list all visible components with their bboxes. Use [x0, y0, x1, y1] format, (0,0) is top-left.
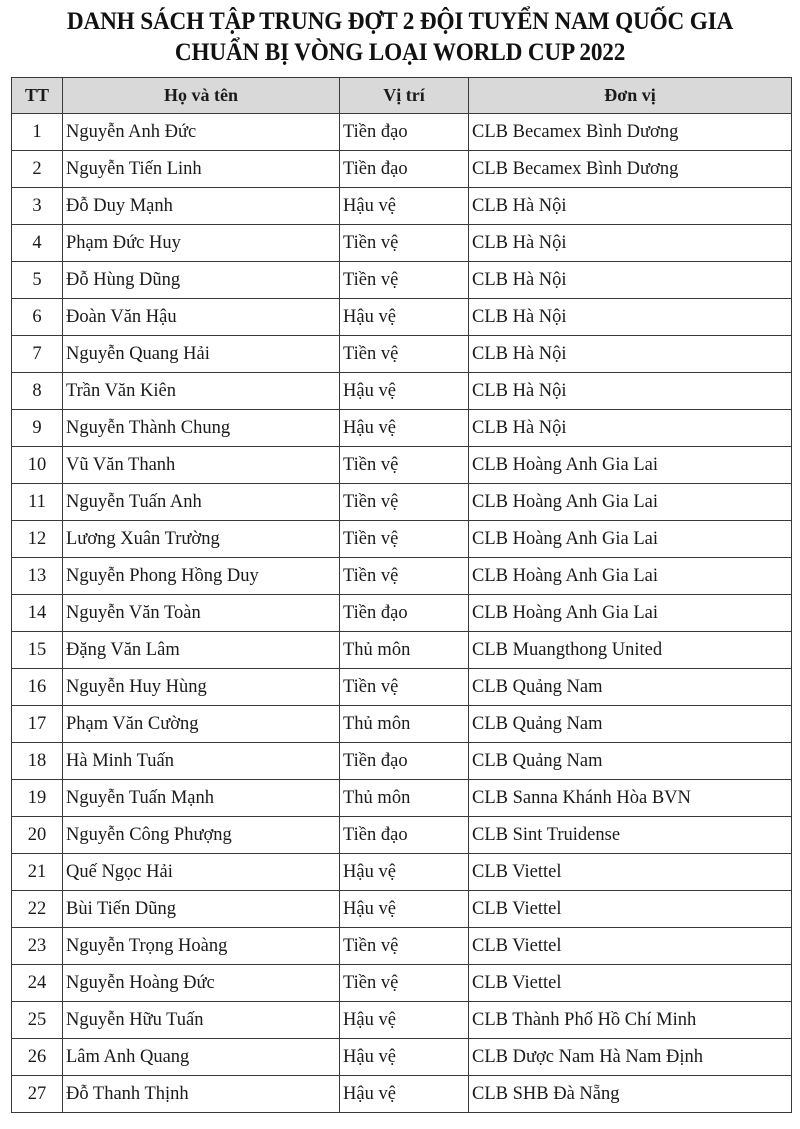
player-name: Nguyễn Hoàng Đức — [63, 965, 340, 1002]
player-club: CLB Hà Nội — [469, 299, 792, 336]
header-row — [12, 78, 792, 114]
table-row — [12, 1002, 792, 1039]
player-position: Hậu vệ — [340, 299, 469, 336]
document-title — [28, 6, 772, 68]
player-club: CLB Becamex Bình Dương — [469, 114, 792, 151]
header-club: Đơn vị — [469, 78, 792, 114]
player-club: CLB Hà Nội — [469, 336, 792, 373]
row-number: 8 — [12, 373, 63, 410]
player-club: CLB Hoàng Anh Gia Lai — [469, 447, 792, 484]
table-row — [12, 114, 792, 151]
row-number: 17 — [12, 706, 63, 743]
player-name: Nguyễn Hữu Tuấn — [63, 1002, 340, 1039]
player-name: Lương Xuân Trường — [63, 521, 340, 558]
player-position: Hậu vệ — [340, 1039, 469, 1076]
player-position: Hậu vệ — [340, 373, 469, 410]
header-tt: TT — [12, 78, 63, 114]
player-position: Tiền vệ — [340, 262, 469, 299]
player-position: Thủ môn — [340, 632, 469, 669]
table-row — [12, 373, 792, 410]
player-position: Tiền vệ — [340, 669, 469, 706]
player-name: Đoàn Văn Hậu — [63, 299, 340, 336]
table-row — [12, 558, 792, 595]
title-line-2: CHUẨN BỊ VÒNG LOẠI WORLD CUP 2022 — [174, 39, 626, 66]
player-position: Tiền vệ — [340, 484, 469, 521]
player-name: Nguyễn Huy Hùng — [63, 669, 340, 706]
row-number: 13 — [12, 558, 63, 595]
player-position: Tiền vệ — [340, 965, 469, 1002]
table-row — [12, 1039, 792, 1076]
player-club: CLB Hà Nội — [469, 225, 792, 262]
row-number: 27 — [12, 1076, 63, 1113]
player-position: Tiền đạo — [340, 151, 469, 188]
table-row — [12, 928, 792, 965]
player-position: Tiền đạo — [340, 743, 469, 780]
player-position: Tiền vệ — [340, 336, 469, 373]
table-row — [12, 151, 792, 188]
player-position: Tiền vệ — [340, 447, 469, 484]
table-row — [12, 225, 792, 262]
header-position: Vị trí — [340, 78, 469, 114]
player-club: CLB SHB Đà Nẵng — [469, 1076, 792, 1113]
player-club: CLB Sint Truidense — [469, 817, 792, 854]
player-name: Nguyễn Văn Toàn — [63, 595, 340, 632]
player-position: Hậu vệ — [340, 188, 469, 225]
table-row — [12, 336, 792, 373]
table-row — [12, 299, 792, 336]
table-row — [12, 262, 792, 299]
header-name: Họ và tên — [63, 78, 340, 114]
player-name: Đỗ Hùng Dũng — [63, 262, 340, 299]
table-header — [12, 78, 792, 114]
row-number: 25 — [12, 1002, 63, 1039]
player-club: CLB Sanna Khánh Hòa BVN — [469, 780, 792, 817]
player-name: Nguyễn Quang Hải — [63, 336, 340, 373]
player-club: CLB Hà Nội — [469, 373, 792, 410]
player-club: CLB Thành Phố Hồ Chí Minh — [469, 1002, 792, 1039]
player-club: CLB Viettel — [469, 891, 792, 928]
player-position: Tiền đạo — [340, 817, 469, 854]
player-club: CLB Viettel — [469, 854, 792, 891]
player-name: Hà Minh Tuấn — [63, 743, 340, 780]
player-club: CLB Hoàng Anh Gia Lai — [469, 558, 792, 595]
table-row — [12, 780, 792, 817]
player-position: Tiền vệ — [340, 521, 469, 558]
row-number: 14 — [12, 595, 63, 632]
row-number: 12 — [12, 521, 63, 558]
table-row — [12, 447, 792, 484]
player-position: Hậu vệ — [340, 1076, 469, 1113]
row-number: 10 — [12, 447, 63, 484]
row-number: 5 — [12, 262, 63, 299]
player-name: Phạm Đức Huy — [63, 225, 340, 262]
table-row — [12, 1076, 792, 1113]
player-position: Tiền vệ — [340, 928, 469, 965]
player-name: Đặng Văn Lâm — [63, 632, 340, 669]
row-number: 18 — [12, 743, 63, 780]
title-line-1: DANH SÁCH TẬP TRUNG ĐỢT 2 ĐỘI TUYỂN NAM QUỐC GIA — [66, 8, 734, 35]
player-name: Nguyễn Trọng Hoàng — [63, 928, 340, 965]
table-row — [12, 965, 792, 1002]
table-row — [12, 817, 792, 854]
player-name: Nguyễn Thành Chung — [63, 410, 340, 447]
row-number: 6 — [12, 299, 63, 336]
table-row — [12, 706, 792, 743]
row-number: 7 — [12, 336, 63, 373]
row-number: 24 — [12, 965, 63, 1002]
player-club: CLB Viettel — [469, 928, 792, 965]
table-row — [12, 669, 792, 706]
table-row — [12, 188, 792, 225]
player-club: CLB Hà Nội — [469, 262, 792, 299]
player-name: Nguyễn Phong Hồng Duy — [63, 558, 340, 595]
table-row — [12, 595, 792, 632]
player-club: CLB Becamex Bình Dương — [469, 151, 792, 188]
player-club: CLB Quảng Nam — [469, 743, 792, 780]
table-row — [12, 854, 792, 891]
player-name: Vũ Văn Thanh — [63, 447, 340, 484]
row-number: 23 — [12, 928, 63, 965]
player-name: Phạm Văn Cường — [63, 706, 340, 743]
row-number: 22 — [12, 891, 63, 928]
player-position: Hậu vệ — [340, 891, 469, 928]
player-name: Bùi Tiến Dũng — [63, 891, 340, 928]
row-number: 4 — [12, 225, 63, 262]
row-number: 11 — [12, 484, 63, 521]
row-number: 20 — [12, 817, 63, 854]
squad-table — [11, 77, 792, 1113]
player-name: Đỗ Thanh Thịnh — [63, 1076, 340, 1113]
player-club: CLB Viettel — [469, 965, 792, 1002]
player-name: Đỗ Duy Mạnh — [63, 188, 340, 225]
player-club: CLB Hà Nội — [469, 188, 792, 225]
player-name: Nguyễn Anh Đức — [63, 114, 340, 151]
row-number: 1 — [12, 114, 63, 151]
table-row — [12, 521, 792, 558]
player-name: Quế Ngọc Hải — [63, 854, 340, 891]
table-body — [12, 114, 792, 1113]
player-position: Hậu vệ — [340, 1002, 469, 1039]
player-club: CLB Muangthong United — [469, 632, 792, 669]
player-position: Tiền đạo — [340, 114, 469, 151]
table-row — [12, 410, 792, 447]
player-name: Nguyễn Tiến Linh — [63, 151, 340, 188]
table-row — [12, 484, 792, 521]
player-club: CLB Hoàng Anh Gia Lai — [469, 595, 792, 632]
table-row — [12, 891, 792, 928]
player-position: Hậu vệ — [340, 854, 469, 891]
row-number: 2 — [12, 151, 63, 188]
row-number: 21 — [12, 854, 63, 891]
player-position: Thủ môn — [340, 706, 469, 743]
player-position: Hậu vệ — [340, 410, 469, 447]
player-club: CLB Dược Nam Hà Nam Định — [469, 1039, 792, 1076]
player-name: Nguyễn Tuấn Anh — [63, 484, 340, 521]
player-position: Tiền vệ — [340, 225, 469, 262]
row-number: 15 — [12, 632, 63, 669]
row-number: 26 — [12, 1039, 63, 1076]
player-club: CLB Quảng Nam — [469, 669, 792, 706]
player-club: CLB Hoàng Anh Gia Lai — [469, 521, 792, 558]
player-position: Tiền vệ — [340, 558, 469, 595]
row-number: 3 — [12, 188, 63, 225]
player-name: Nguyễn Tuấn Mạnh — [63, 780, 340, 817]
row-number: 16 — [12, 669, 63, 706]
player-club: CLB Hà Nội — [469, 410, 792, 447]
table-row — [12, 632, 792, 669]
player-name: Trần Văn Kiên — [63, 373, 340, 410]
player-club: CLB Hoàng Anh Gia Lai — [469, 484, 792, 521]
player-name: Nguyễn Công Phượng — [63, 817, 340, 854]
player-club: CLB Quảng Nam — [469, 706, 792, 743]
row-number: 9 — [12, 410, 63, 447]
table-row — [12, 743, 792, 780]
player-name: Lâm Anh Quang — [63, 1039, 340, 1076]
row-number: 19 — [12, 780, 63, 817]
player-position: Thủ môn — [340, 780, 469, 817]
player-position: Tiền đạo — [340, 595, 469, 632]
